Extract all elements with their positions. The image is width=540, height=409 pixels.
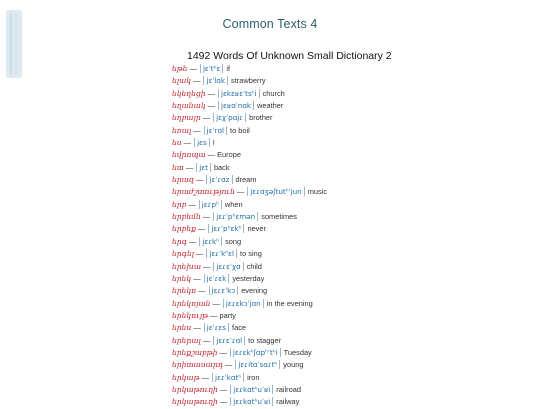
english-gloss: yesterday: [232, 273, 265, 283]
entry-separator: —: [203, 261, 211, 271]
entry-separator: —: [189, 64, 197, 73]
ipa-pronunciation: jɛˈrɑl: [204, 126, 227, 135]
dictionary-entry: [172, 248, 327, 260]
english-gloss: church: [262, 88, 285, 98]
armenian-word: երեքշաբթի: [172, 347, 218, 357]
ipa-pronunciation: jɛˈɾɛk: [204, 274, 230, 283]
english-gloss: party: [219, 310, 236, 320]
dictionary-entry: [172, 137, 327, 149]
english-gloss: young: [283, 360, 304, 370]
entry-separator: —: [219, 384, 228, 394]
ipa-pronunciation: jɛʁɑˈnɑk: [218, 101, 254, 110]
armenian-word: երբեք: [172, 224, 196, 234]
entry-separator: —: [207, 101, 215, 111]
english-gloss: iron: [247, 372, 260, 382]
armenian-word: ես: [172, 138, 182, 148]
entry-separator: —: [201, 372, 210, 382]
ipa-pronunciation: jɛˈɾɛs: [204, 323, 229, 332]
dictionary-entry: [172, 384, 327, 396]
ipa-pronunciation: jɛɾitɑˈsɑɾtʰ: [235, 360, 280, 369]
entry-separator: —: [236, 187, 245, 197]
dictionary-entry: [172, 372, 327, 384]
dictionary-entry: [172, 347, 327, 359]
ipa-pronunciation: jɛɾɛkʰʃɑpʰˈtʰi: [230, 348, 281, 357]
armenian-word: եռալ: [172, 125, 192, 135]
dictionary-entry: [172, 149, 327, 161]
armenian-word: երազ: [172, 175, 195, 185]
entry-separator: —: [202, 212, 211, 222]
armenian-word: երերալ: [172, 335, 201, 345]
dictionary-entry: [172, 396, 327, 408]
ipa-pronunciation: jɛɾkɑtʰuˈʁi: [230, 385, 273, 394]
armenian-word: երեկույթ: [172, 310, 209, 320]
entry-separator: —: [193, 125, 201, 135]
page-title: Common Texts 4: [222, 17, 318, 31]
ipa-pronunciation: jɛt: [196, 163, 211, 172]
dictionary-entry: [172, 174, 327, 186]
english-gloss: to sing: [240, 249, 262, 259]
armenian-word: երբ: [172, 199, 187, 209]
english-gloss: brother: [249, 113, 273, 123]
armenian-word: երկաթուղի: [172, 397, 218, 407]
dictionary-entry: [172, 100, 327, 112]
ipa-pronunciation: jɛɾɑʒəʃtutʰˈjun: [247, 187, 304, 196]
english-gloss: when: [224, 199, 243, 209]
english-gloss: Tuesday: [283, 347, 312, 357]
entry-separator: —: [202, 113, 211, 123]
entry-separator: —: [196, 249, 204, 259]
ipa-pronunciation: jɛɾˈkʰɛl: [206, 249, 237, 258]
dictionary-entry: [172, 236, 327, 248]
armenian-word: երեկոյան: [172, 298, 211, 308]
entry-separator: —: [198, 286, 206, 296]
armenian-word: երգել: [172, 249, 195, 259]
dictionary-entry: [172, 63, 327, 75]
entry-separator: —: [188, 199, 196, 209]
dictionary-entry: [172, 273, 327, 285]
entry-separator: —: [225, 360, 233, 370]
english-gloss: strawberry: [231, 76, 266, 86]
english-gloss: song: [225, 236, 242, 246]
armenian-word: երես: [172, 323, 192, 333]
ipa-pronunciation: jɛˈlɑk: [203, 76, 228, 85]
dictionary-entry: [172, 75, 327, 87]
armenian-word: եկեղեցի: [172, 88, 206, 98]
english-gloss: railway: [276, 397, 300, 407]
english-gloss: to boil: [230, 125, 250, 135]
english-gloss: face: [232, 323, 247, 333]
ipa-pronunciation: jɛχˈpɑjɾ: [213, 113, 246, 122]
dictionary-entry: [172, 199, 327, 211]
dictionary-entry: [172, 186, 327, 198]
armenian-word: երիտասարդ: [172, 360, 224, 370]
entry-separator: —: [219, 347, 227, 357]
dictionary-word-list: [172, 63, 327, 409]
english-gloss: I: [212, 138, 215, 148]
armenian-word: եղբայր: [172, 113, 201, 123]
ipa-pronunciation: jɛˈtʰɛ: [200, 64, 223, 73]
ipa-pronunciation: jɛɾkʰ: [199, 237, 222, 246]
armenian-word: երեխա: [172, 261, 202, 271]
english-gloss: child: [246, 261, 262, 271]
armenian-word: ելակ: [172, 76, 192, 86]
dictionary-entry: [172, 223, 327, 235]
entry-separator: —: [183, 138, 192, 148]
armenian-word: երբեմն: [172, 212, 201, 222]
ipa-pronunciation: jɛɾkɑtʰuˈʁi: [230, 397, 273, 406]
english-gloss: Europe: [217, 150, 241, 160]
ipa-pronunciation: jɛɾˈpʰɛmən: [213, 212, 258, 221]
ipa-pronunciation: jɛkɛʁɛˈtsʰi: [218, 89, 260, 98]
entry-separator: —: [188, 236, 197, 246]
dictionary-entry: [172, 285, 327, 297]
entry-separator: —: [196, 175, 204, 185]
ipa-pronunciation: jɛs: [194, 138, 210, 147]
dictionary-entry: [172, 359, 327, 371]
ipa-pronunciation: jɛɾɛˈɾɑl: [213, 336, 245, 345]
entry-separator: —: [193, 273, 201, 283]
armenian-word: եղանակ: [172, 101, 206, 111]
entry-separator: —: [219, 397, 228, 407]
english-gloss: evening: [241, 286, 268, 296]
entry-separator: —: [193, 76, 201, 86]
dictionary-entry: [172, 298, 327, 310]
entry-separator: —: [212, 298, 220, 308]
ipa-pronunciation: jɛɾɛˈχɑ: [213, 262, 243, 271]
entry-separator: —: [197, 224, 206, 234]
english-gloss: back: [213, 162, 230, 172]
entry-separator: —: [193, 323, 201, 333]
english-gloss: sometimes: [261, 212, 297, 222]
dictionary-entry: [172, 88, 327, 100]
dictionary-entry: [172, 322, 327, 334]
dictionary-entry: [172, 112, 327, 124]
armenian-word: երաժշտություն: [172, 187, 235, 197]
armenian-word: ետ: [172, 162, 184, 172]
armenian-word: եվրոպա: [172, 150, 206, 160]
english-gloss: music: [307, 187, 328, 197]
dictionary-entry: [172, 211, 327, 223]
entry-separator: —: [207, 150, 216, 160]
entry-separator: —: [210, 310, 218, 320]
ipa-pronunciation: jɛɾpʰ: [199, 200, 222, 209]
entry-separator: —: [207, 88, 215, 98]
armenian-word: երկաթուղի: [172, 384, 218, 394]
english-gloss: in the evening: [266, 298, 313, 308]
ipa-pronunciation: jɛɾɛˈkɔ: [209, 286, 239, 295]
armenian-word: երեկո: [172, 286, 197, 296]
english-gloss: dream: [235, 175, 257, 185]
dictionary-entry: [172, 261, 327, 273]
ipa-pronunciation: jɛˈɾɑz: [206, 175, 232, 184]
armenian-word: երեկ: [172, 273, 192, 283]
ipa-pronunciation: jɛɾˈpʰɛkʰ: [208, 224, 244, 233]
entry-separator: —: [185, 162, 194, 172]
ipa-pronunciation: jɛɾɛkɔˈjɑn: [223, 299, 264, 308]
english-gloss: railroad: [276, 384, 301, 394]
ipa-pronunciation: jɛɾˈkɑtʰ: [212, 373, 244, 382]
english-gloss: to stagger: [248, 335, 282, 345]
armenian-word: երկաթ: [172, 372, 200, 382]
dictionary-entry: [172, 162, 327, 174]
english-gloss: never: [247, 224, 266, 234]
english-gloss: if: [226, 64, 231, 73]
dictionary-entry: [172, 125, 327, 137]
english-gloss: weather: [257, 101, 284, 111]
dictionary-subtitle: 1492 Words Of Unknown Small Dictionary 2: [187, 50, 392, 62]
dictionary-entry: [172, 335, 327, 347]
dictionary-entry: [172, 310, 327, 322]
armenian-word: եթե: [172, 64, 188, 73]
entry-separator: —: [202, 335, 211, 345]
armenian-word: երգ: [172, 236, 187, 246]
